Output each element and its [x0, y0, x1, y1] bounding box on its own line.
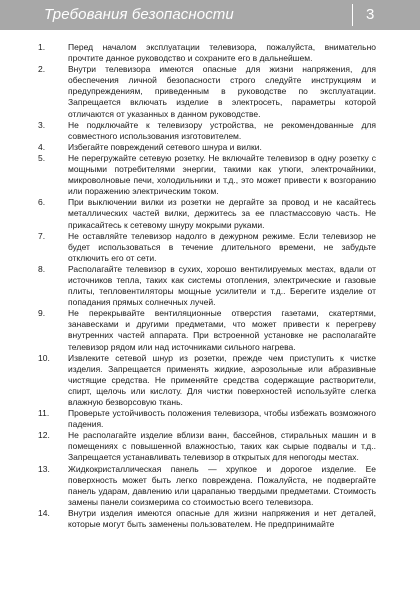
item-text: Не перегружайте сетевую розетку. Не включайте телевизор в одну розетку с мощными потребителями энергии, такими как утюги, электрочайники, микроволновые печи, холодильники и т.д., это может привести к возгоранию или поражению электрическим током.: [68, 152, 376, 197]
list-item: [38, 308, 376, 352]
item-number: 10.: [38, 352, 50, 363]
page-title: Требования безопасности: [44, 6, 234, 23]
list-item: [38, 120, 376, 142]
item-text: Проверьте устойчивость положения телевизора, чтобы избежать возможного падения.: [68, 408, 376, 430]
list-item: [38, 264, 376, 308]
list-item: [38, 430, 376, 463]
page-header: [0, 0, 420, 30]
item-text: Не оставляйте телевизор надолго в дежурном режиме. Если телевизор не будет использоваться в течение длительного времени, не забудьте отключить его от сети.: [68, 230, 376, 263]
list-item: [38, 464, 376, 508]
list-item: [38, 231, 376, 264]
item-text: Избегайте повреждений сетевого шнура и вилки.: [68, 141, 262, 152]
item-text: Извлеките сетевой шнур из розетки, прежде чем приступить к чистке изделия. Запрещается применять жидкие, аэрозольные или абразивные чистящие средства. Не применяйте средства содержащие растворители, спирт, щелочь или кислоту. Для чистки поверхностей используйте слегка влажную безворсовую ткань.: [68, 352, 376, 407]
list-item: [38, 353, 376, 408]
list-item: [38, 408, 376, 430]
item-text: Внутри изделия имеются опасные для жизни напряжения и нет деталей, которые могут быть заменены пользователем. Не предпринимайте: [68, 507, 376, 530]
list-item: [38, 197, 376, 230]
item-text: При выключении вилки из розетки не дергайте за провод и не касайтесь металлических частей вилки, держитесь за ее пластмассовую часть. Не прикасайтесь к сетевому шнуру мокрыми руками.: [68, 197, 376, 230]
item-number: 14.: [38, 507, 50, 518]
list-item: [38, 153, 376, 197]
item-number: 7.: [38, 230, 46, 241]
item-text: Внутри телевизора имеются опасные для жизни напряжения, для обеспечения личной безопасности строго следуйте инструкциям и предупреждениям, приведенным в руководстве по эксплуатации. Запрещается включать изделие в электросеть, параметры которой отличаются от указанных в данном руководстве.: [68, 64, 376, 119]
safety-list: [38, 42, 376, 530]
list-item: [38, 508, 376, 530]
item-number: 4.: [38, 141, 46, 152]
item-number: 2.: [38, 64, 46, 75]
item-number: 6.: [38, 197, 46, 208]
item-number: 5.: [38, 152, 46, 163]
item-text: Не подключайте к телевизору устройства, не рекомендованные для совместного использования изготовителем.: [68, 119, 376, 141]
item-number: 9.: [38, 308, 46, 319]
item-number: 8.: [38, 263, 46, 274]
item-text: Располагайте телевизор в сухих, хорошо вентилируемых местах, вдали от источников тепла, таких как системы отопления, электрические и газовые плиты, тепловентиляторы мощные усилители и т.д.. Берегите изделие от попадания прямых солнечных лучей.: [68, 263, 376, 308]
item-text: Перед началом эксплуатации телевизора, пожалуйста, внимательно прочтите данное руководство и сохраните его в дальнейшем.: [68, 42, 376, 64]
item-text: Жидкокристаллическая панель — хрупкое и дорогое изделие. Ее поверхность может быть легко повреждена. Пожалуйста, не подвергайте панель ударам, давлению или царапанью твердыми предметами. Стоимость замены панели соизмерима со стоимостью всего телевизора.: [68, 463, 376, 507]
item-number: 11.: [38, 408, 50, 419]
list-item: [38, 64, 376, 119]
page-number: 3: [366, 6, 375, 23]
item-number: 3.: [38, 119, 46, 130]
item-number: 13.: [38, 463, 50, 474]
list-item: [38, 142, 376, 153]
item-number: 12.: [38, 430, 50, 441]
item-number: 1.: [38, 42, 46, 52]
item-text: Не перекрывайте вентиляционные отверстия газетами, скатертями, занавесками и другими предметами, что может привести к перегреву внутренних частей аппарата. При встроенной установке не располагайте телевизор рядом или над источниками сильного нагрева.: [68, 308, 376, 352]
list-item: [38, 42, 376, 64]
item-text: Не располагайте изделие вблизи ванн, бассейнов, стиральных машин и в помещениях с повышенной влажностью, таких как сырые подвалы и т.д.. Запрещается устанавливать телевизор в открытых для непогоды местах.: [68, 430, 376, 463]
header-divider: [352, 4, 353, 26]
